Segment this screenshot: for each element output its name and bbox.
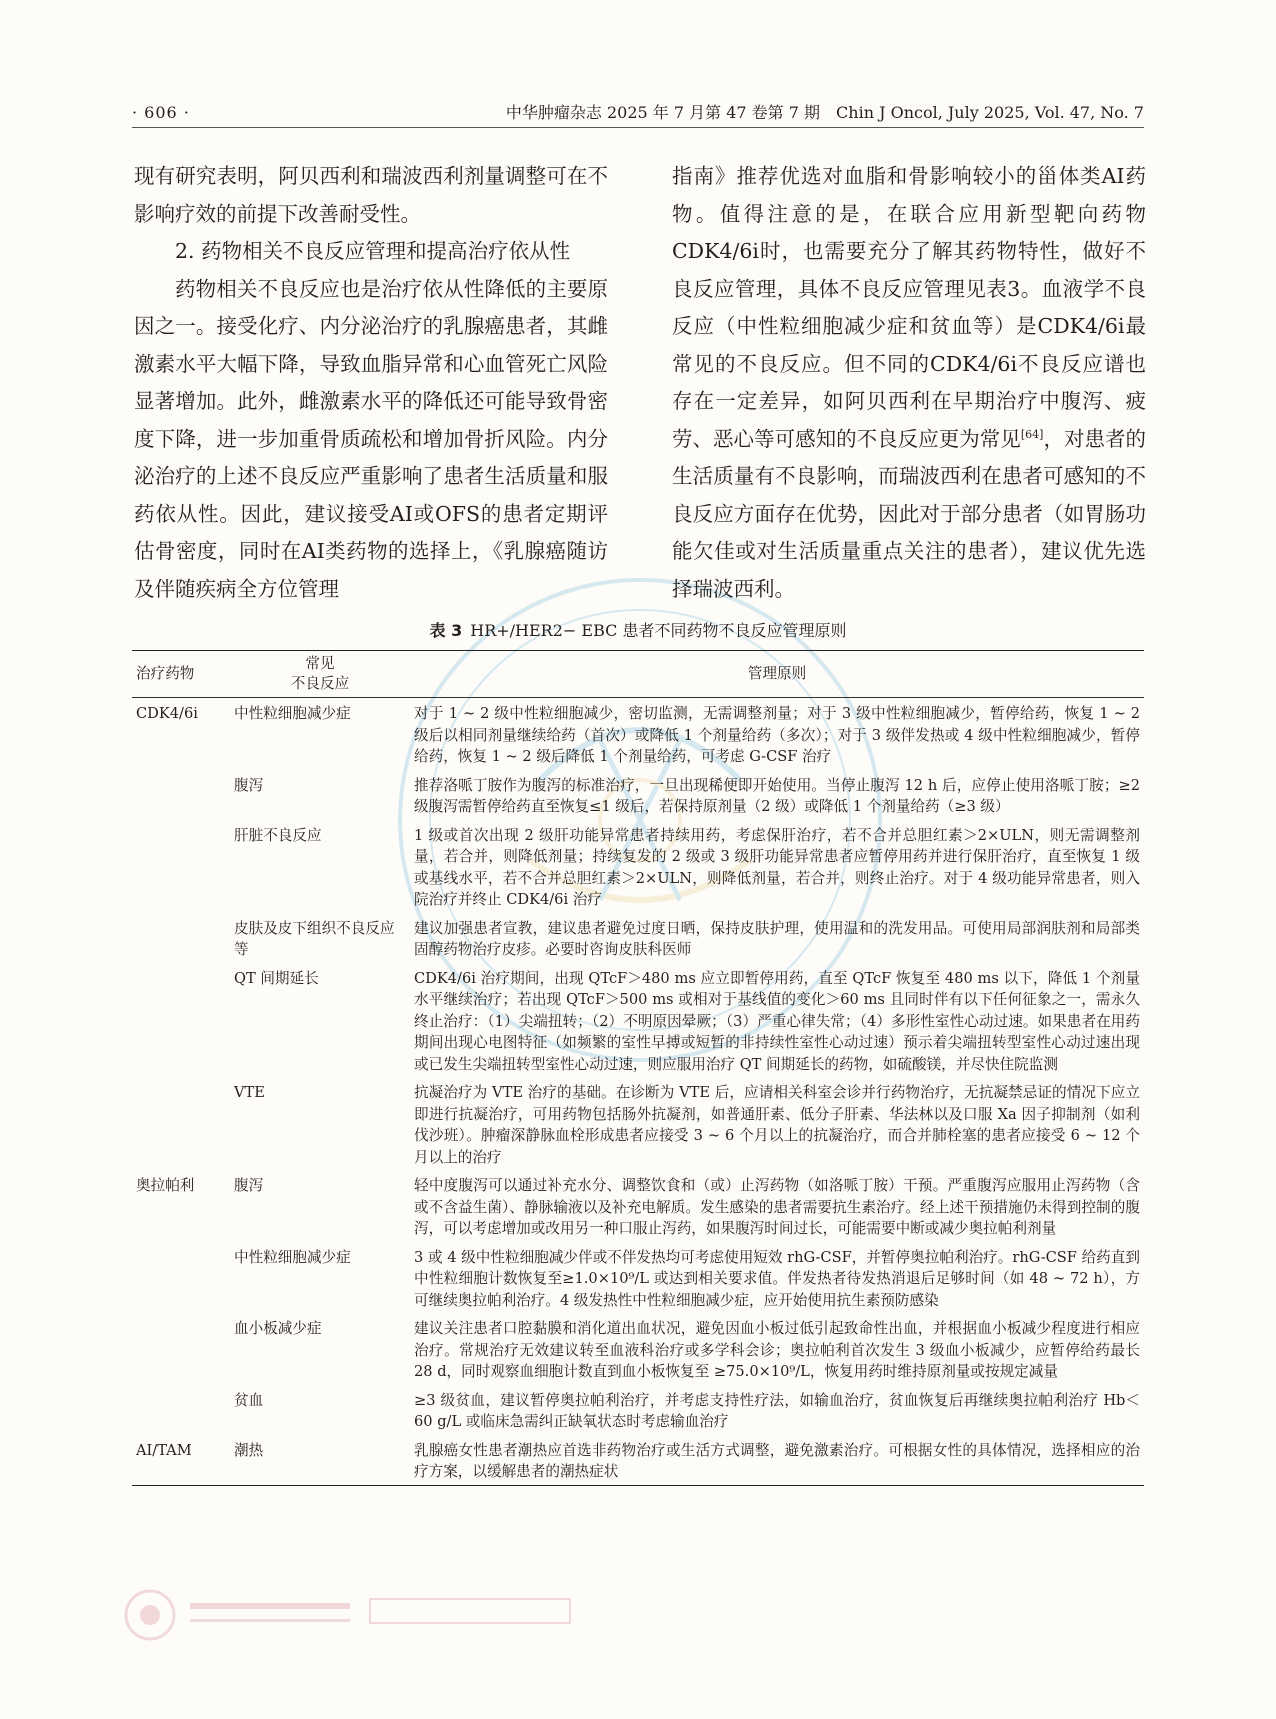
citation[interactable]: [64] [1020,427,1044,441]
cell-adverse-reaction: 腹泻 [234,1177,264,1194]
table-caption [0,618,1276,641]
cell-drug [132,820,230,913]
cell-principle: 乳腺癌女性患者潮热应首选非药物治疗或生活方式调整，避免激素治疗。可根据女性的具体情况，选择相应的治疗方案，以缓解患者的潮热症状 [414,1441,1140,1480]
publisher-logo-icon [120,1585,600,1645]
table-row [132,1242,1144,1314]
cell-drug: CDK4/6i [136,705,198,722]
cell-drug [132,1385,230,1435]
cell-adverse-reaction: 中性粒细胞减少症 [234,1248,351,1266]
table-row [132,1313,1144,1385]
table-title: HR+/HER2− EBC 患者不同药物不良反应管理原则 [470,621,847,640]
paragraph-text: ，对患者的生活质量有不良影响，而瑞波西利在患者可感知的不良反应方面存在优势，因此对于部分患者（如胃肠功能欠佳或对生活质量重点关注的患者），建议优先选择瑞波西利。 [672,426,1147,601]
table-row [132,1385,1144,1435]
cell-drug [132,770,230,820]
cell-principle: 1 级或首次出现 2 级肝功能异常患者持续用药，考虑保肝治疗，若不合并总胆红素＞2×ULN，则无需调整剂量，若合并，则降低剂量；持续复发的 2 级或 3 级肝功能异常患者应暂停用药并进行保肝治疗，直至恢复 1 级或基线水平，若不合并总胆红素＞2×ULN，则降低剂量，若合并，则终止治疗。对于 4 级功能异常患者，则入院治疗并终止 CDK4/6i 治疗 [414,826,1140,908]
cell-principle: 抗凝治疗为 VTE 治疗的基础。在诊断为 VTE 后，应请相关科室会诊并行药物治疗，无抗凝禁忌证的情况下应立即进行抗凝治疗，可用药物包括肠外抗凝剂，如普通肝素、低分子肝素、华法林以及口服 Xa 因子抑制剂（如利伐沙班）。肿瘤深静脉血栓形成患者应接受 3 ~ 6 个月以上的抗凝治疗，而合并肺栓塞的患者应接受 6 ~ 12 个月以上的治疗 [414,1084,1140,1166]
cell-adverse-reaction: QT 间期延长 [234,969,319,987]
table-row [132,1170,1144,1242]
header-adverse-reaction: 常见 不良反应 [230,651,410,698]
table-row [132,820,1144,913]
left-column [134,158,608,608]
paragraph: 药物相关不良反应也是治疗依从性降低的主要原因之一。接受化疗、内分泌治疗的乳腺癌患者，其雌激素水平大幅下降，导致血脂异常和心血管死亡风险显著增加。此外，雌激素水平的降低还可能导致骨密度下降，进一步加重骨质疏松和增加骨折风险。内分泌治疗的上述不良反应严重影响了患者生活质量和服药依从性。因此，建议接受AI或OFS的患者定期评估骨密度，同时在AI类药物的选择上，《乳腺癌随访及伴随疾病全方位管理 [134,276,608,601]
cell-adverse-reaction: 中性粒细胞减少症 [234,705,351,722]
cell-principle: 3 或 4 级中性粒细胞减少伴或不伴发热均可考虑使用短效 rhG-CSF，并暂停奥拉帕利治疗。rhG-CSF 给药直到中性粒细胞计数恢复至≥1.0×10⁹/L 或达到相关要求值。伴发热者待发热消退后足够时间（如 48 ~ 72 h），方可继续奥拉帕利治疗。4 级发热性中性粒细胞减少症，应开始使用抗生素预防感染 [414,1248,1140,1309]
paragraph-text: 指南》推荐优选对血脂和骨影响较小的甾体类AI药物。值得注意的是，在联合应用新型靶向药物CDK4/6i时，也需要充分了解其药物特性，做好不良反应管理，具体不良反应管理见表3。血液学不良反应（中性粒细胞减少症和贫血等）是CDK4/6i最常见的不良反应。但不同的CDK4/6i不良反应谱也存在一定差异，如阿贝西利在早期治疗中腹泻、疲劳、恶心等可感知的不良反应更为常见 [672,164,1146,451]
cell-drug: AI/TAM [136,1441,192,1459]
header-divider [132,127,1144,128]
cell-drug [132,1313,230,1385]
table-label: 表 3 [429,621,463,640]
header-principle: 管理原则 [410,651,1144,698]
cell-adverse-reaction: 腹泻 [234,776,264,794]
cell-drug: 奥拉帕利 [136,1177,195,1194]
cell-principle: CDK4/6i 治疗期间，出现 QTcF＞480 ms 应立即暂停用药，直至 QTcF 恢复至 480 ms 以下，降低 1 个剂量水平继续治疗；若出现 QTcF＞500 ms 或相对于基线值的变化＞60 ms 且同时伴有以下任何征象之一，需永久终止治疗：（1）尖端扭转；（2）不明原因晕厥；（3）严重心律失常；（4）多形性室性心动过速。如果患者在用药期间出现心电图特征（如频繁的室性早搏或短暂的非持续性室性心动过速）预示着尖端扭转型室性心动过速出现或已发生尖端扭转型室性心动过速，则应服用治疗 QT 间期延长的药物，如硫酸镁，并尽快住院监测 [414,969,1140,1073]
table-row [132,698,1144,770]
paragraph: 现有研究表明，阿贝西利和瑞波西利剂量调整可在不影响疗效的前提下改善耐受性。 [134,164,608,226]
cell-adverse-reaction: 潮热 [234,1441,264,1459]
cell-drug [132,1242,230,1314]
cell-adverse-reaction: 血小板减少症 [234,1320,322,1337]
cell-principle: 推荐洛哌丁胺作为腹泻的标准治疗，一旦出现稀便即开始使用。当停止腹泻 12 h 后，应停止使用洛哌丁胺；≥2 级腹泻需暂停给药直至恢复≤1 级后，若保持原剂量（2 级）或降低 1 个剂量给药（≥3 级） [414,776,1140,815]
table-row [132,963,1144,1078]
table-row [132,1077,1144,1170]
cell-adverse-reaction: VTE [234,1084,265,1101]
cell-adverse-reaction: 皮肤及皮下组织不良反应等 [234,919,395,958]
cell-principle: 轻中度腹泻可以通过补充水分、调整饮食和（或）止泻药物（如洛哌丁胺）干预。严重腹泻应服用止泻药物（含或不含益生菌）、静脉输液以及补充电解质。发生感染的患者需要抗生素治疗。经上述干预措施仍未得到控制的腹泻，可以考虑增加或改用另一种口服止泻药，如果腹泻时间过长，可能需要中断或减少奥拉帕利剂量 [414,1177,1140,1237]
cell-drug [132,963,230,1078]
table-header-row [132,651,1144,698]
journal-running-title: 中华肿瘤杂志 2025 年 7 月第 47 卷第 7 期 Chin J Oncol, July 2025, Vol. 47, No. 7 [505,103,1144,122]
cell-principle: 对于 1 ~ 2 级中性粒细胞减少，密切监测，无需调整剂量；对于 3 级中性粒细胞减少，暂停给药，恢复 1 ~ 2 级后以相同剂量继续给药（首次）或降低 1 个剂量给药（多次）；对于 3 级伴发热或 4 级中性粒细胞减少，暂停给药，恢复 1 ~ 2 级后降低 1 个剂量给药，可考虑 G-CSF 治疗 [414,705,1140,765]
section-heading: 2. 药物相关不良反应管理和提高治疗依从性 [175,239,571,263]
cell-principle: ≥3 级贫血，建议暂停奥拉帕利治疗，并考虑支持性疗法，如输血治疗，贫血恢复后再继续奥拉帕利治疗 Hb＜60 g/L 或临床急需纠正缺氧状态时考虑输血治疗 [414,1391,1140,1430]
adverse-reaction-table [132,650,1144,1486]
table-row [132,770,1144,820]
table-row [132,913,1144,963]
cell-drug [132,913,230,963]
cell-adverse-reaction: 肝脏不良反应 [234,826,322,844]
cell-principle: 建议关注患者口腔黏膜和消化道出血状况，避免因血小板过低引起致命性出血，并根据血小板减少程度进行相应治疗。常规治疗无效建议转至血液科治疗或多学科会诊；奥拉帕利首次发生 3 级血小板减少，应暂停给药最长 28 d，同时观察血细胞计数直到血小板恢复至 ≥75.0×10⁹/L，恢复用药时维持原剂量或按规定减量 [414,1320,1140,1380]
cell-principle: 建议加强患者宣教，建议患者避免过度日晒，保持皮肤护理，使用温和的洗发用品。可使用局部润肤剂和局部类固醇药物治疗皮疹。必要时咨询皮肤科医师 [414,919,1140,958]
cell-drug [132,1077,230,1170]
right-column [672,158,1146,608]
paragraph [672,158,1146,608]
header-drug: 治疗药物 [132,651,230,698]
cell-adverse-reaction: 贫血 [234,1391,264,1409]
page-number: · 606 · [132,103,190,122]
table-row [132,1435,1144,1486]
